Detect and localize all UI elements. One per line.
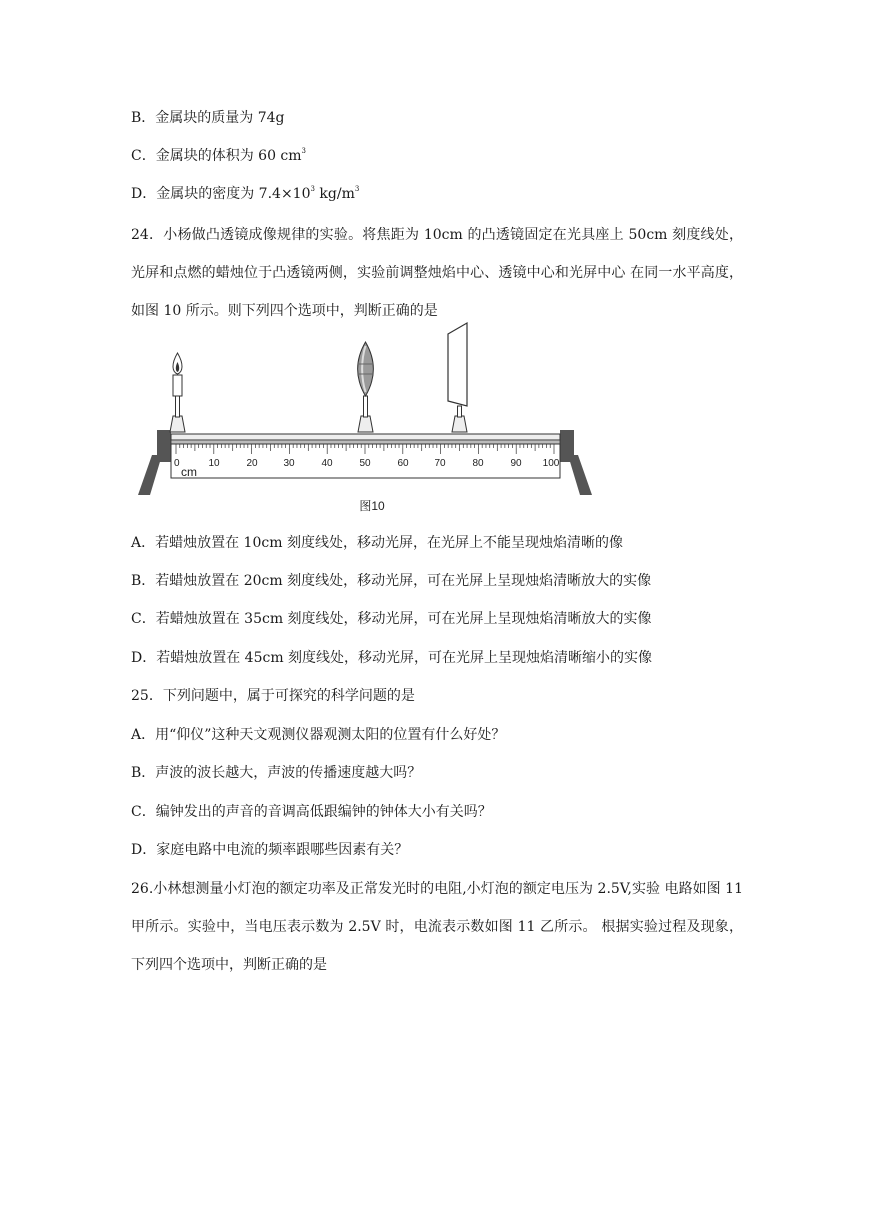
candle-holder-base bbox=[170, 416, 185, 432]
q23-option-c bbox=[131, 146, 306, 166]
q25-option-d: D．家庭电路中电流的频率跟哪些因素有关？ bbox=[131, 842, 409, 858]
q25-option-b: B．声波的波长越大，声波的传播速度越大吗？ bbox=[131, 765, 422, 781]
unit-label: cm bbox=[181, 465, 197, 479]
rail-bottom bbox=[171, 440, 560, 444]
candle-holder-rod bbox=[176, 396, 180, 417]
q24-option-b: B．若蜡烛放置在 20cm 刻度线处，移动光屏，可在光屏上呈现烛焰清晰放大的实像 bbox=[131, 573, 652, 589]
q25-option-c: C．编钟发出的声音的音调高低跟编钟的钟体大小有关吗？ bbox=[131, 804, 492, 820]
q26-stem: 26.小林想测量小灯泡的额定功率及正常发光时的电阻,小灯泡的额定电压为 2.5V,实验 电路如图 11 甲所示。实验中，当电压表示数为 2.5V 时，电流表示数如图 11 乙所示。 根据实验过程及现象，下列四个选项中，判断正确的是 bbox=[131, 881, 743, 973]
right-end-block bbox=[560, 430, 574, 462]
screen-holder-base bbox=[452, 416, 467, 432]
tick-label-0: 0 bbox=[174, 458, 180, 469]
q23-option-d-unit: kg/m bbox=[314, 186, 355, 202]
convex-lens bbox=[358, 342, 374, 432]
left-end-block bbox=[157, 430, 171, 462]
q25-option-a: A．用“仰仪”这种天文观测仪器观测太阳的位置有什么好处？ bbox=[131, 727, 506, 743]
optical-bench-figure bbox=[130, 320, 600, 520]
lens-icon bbox=[358, 342, 374, 396]
candle bbox=[170, 353, 185, 432]
screen-panel bbox=[448, 323, 467, 406]
screen-holder-rod bbox=[458, 406, 462, 417]
q23-option-d-text: D．金属块的密度为 7.4×10 bbox=[131, 186, 311, 202]
q24-option-c: C．若蜡烛放置在 35cm 刻度线处，移动光屏，可在光屏上呈现烛焰清晰放大的实像 bbox=[131, 611, 652, 627]
tick-label-100: 100 bbox=[542, 458, 560, 469]
q23-option-d-exponent: 3 bbox=[310, 185, 315, 193]
rail-top bbox=[171, 434, 560, 440]
tick-label-30: 30 bbox=[283, 458, 295, 469]
tick-label-20: 20 bbox=[246, 458, 258, 469]
q23-option-c-superscript: 3 bbox=[301, 147, 307, 155]
q23-option-c-text: C．金属块的体积为 60 cm bbox=[131, 148, 302, 164]
light-screen bbox=[448, 323, 467, 432]
q23-option-d-unit-exponent: 3 bbox=[354, 185, 360, 193]
tick-label-40: 40 bbox=[321, 458, 333, 469]
tick-label-50: 50 bbox=[359, 458, 371, 469]
tick-label-60: 60 bbox=[397, 458, 409, 469]
lens-holder-rod bbox=[364, 396, 368, 417]
candle-body bbox=[173, 375, 182, 396]
q23-option-d bbox=[131, 184, 359, 204]
tick-label-90: 90 bbox=[510, 458, 522, 469]
tick-label-70: 70 bbox=[434, 458, 446, 469]
q23-option-b: B．金属块的质量为 74g bbox=[131, 110, 285, 126]
tick-label-10: 10 bbox=[208, 458, 220, 469]
tick-label-80: 80 bbox=[472, 458, 484, 469]
q24-stem: 24．小杨做凸透镜成像规律的实验。将焦距为 10cm 的凸透镜固定在光具座上 50cm 刻度线处，光屏和点燃的蜡烛位于凸透镜两侧，实验前调整烛焰中心、透镜中心和光屏中心 在同一水平高度，如图 10 所示。则下列四个选项中，判断正确的是 bbox=[131, 227, 743, 319]
figure-caption: 图10 bbox=[359, 499, 385, 513]
q24-option-d: D．若蜡烛放置在 45cm 刻度线处，移动光屏，可在光屏上呈现烛焰清晰缩小的实像 bbox=[131, 650, 653, 666]
q25-stem: 25．下列问题中，属于可探究的科学问题的是 bbox=[131, 688, 415, 704]
q24-option-a: A．若蜡烛放置在 10cm 刻度线处，移动光屏，在光屏上不能呈现烛焰清晰的像 bbox=[131, 535, 623, 551]
lens-holder-base bbox=[358, 416, 373, 432]
